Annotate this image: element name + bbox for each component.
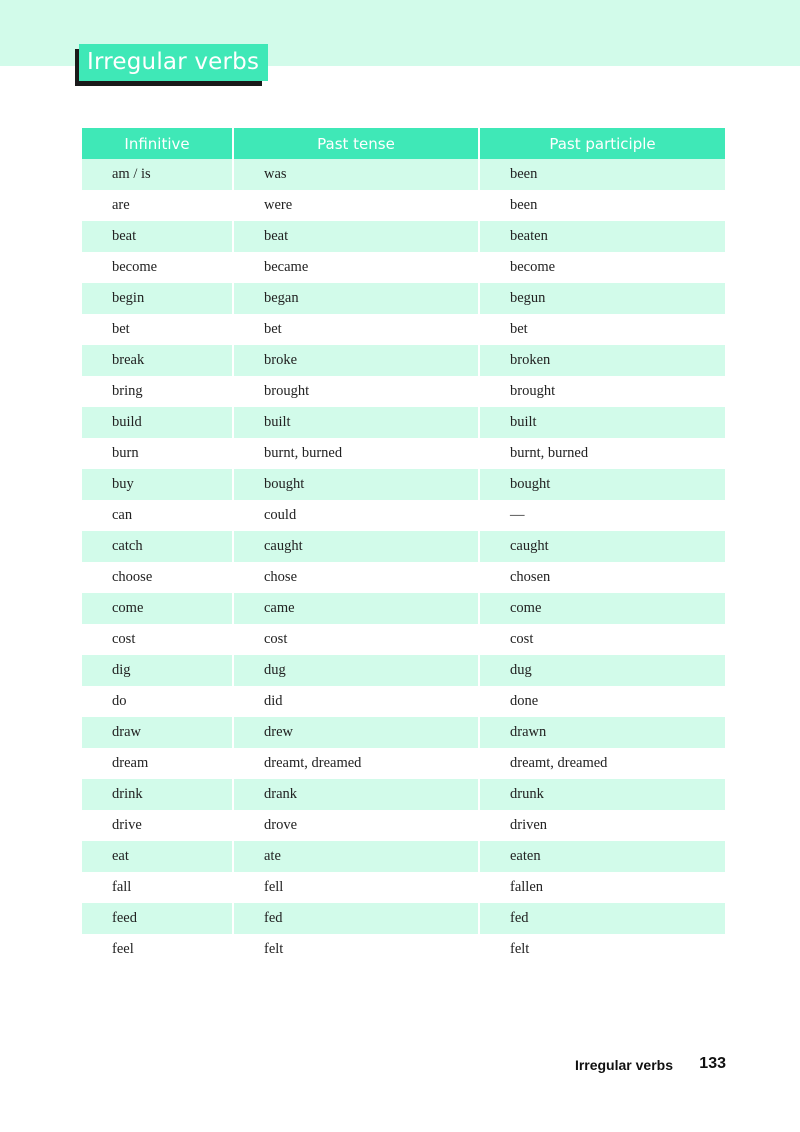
past-participle-cell: dreamt, dreamed [479, 748, 725, 779]
table-row [82, 562, 725, 593]
past-tense-cell: burnt, burned [233, 438, 479, 469]
past-tense-cell: began [233, 283, 479, 314]
past-tense-cell: was [233, 159, 479, 190]
past-participle-cell: begun [479, 283, 725, 314]
infinitive-cell: come [82, 593, 233, 624]
past-participle-cell: chosen [479, 562, 725, 593]
past-tense-cell: broke [233, 345, 479, 376]
infinitive-cell: bring [112, 383, 143, 399]
table-row [82, 717, 725, 748]
table-row [82, 159, 725, 190]
past-tense-cell: felt [233, 934, 479, 965]
past-participle-cell: driven [479, 810, 725, 841]
table-row [82, 531, 725, 562]
past-tense-cell: were [233, 190, 479, 221]
infinitive-cell: burn [112, 445, 139, 461]
past-tense-cell: did [233, 686, 479, 717]
table-row [82, 500, 725, 531]
infinitive-cell: drive [112, 817, 142, 833]
past-participle-cell: fallen [479, 872, 725, 903]
past-tense-cell: became [233, 252, 479, 283]
past-participle-cell: beaten [479, 221, 725, 252]
past-tense-cell: could [233, 500, 479, 531]
past-tense-cell: fell [233, 872, 479, 903]
infinitive-cell: am / is [82, 159, 233, 190]
table-row [82, 748, 725, 779]
table-row [82, 469, 725, 500]
column-header-infinitive: Infinitive [82, 128, 233, 159]
page-number: 133 [699, 1055, 726, 1072]
infinitive-cell: break [82, 345, 233, 376]
table-row [82, 314, 725, 345]
infinitive-cell: begin [82, 283, 233, 314]
past-tense-cell: dreamt, dreamed [233, 748, 479, 779]
infinitive-cell: become [112, 259, 158, 275]
infinitive-cell: feel [112, 941, 134, 957]
past-participle-cell: burnt, burned [479, 438, 725, 469]
past-tense-cell: beat [233, 221, 479, 252]
infinitive-cell: draw [82, 717, 233, 748]
table-header-row [82, 128, 725, 159]
table-row [82, 903, 725, 934]
table-row [82, 438, 725, 469]
past-tense-cell: cost [233, 624, 479, 655]
infinitive-cell: dream [112, 755, 149, 771]
past-tense-cell: chose [233, 562, 479, 593]
table-row [82, 686, 725, 717]
past-participle-cell: fed [479, 903, 725, 934]
infinitive-cell: fall [112, 879, 132, 895]
past-participle-cell: bought [479, 469, 725, 500]
past-participle-cell: drawn [479, 717, 725, 748]
past-participle-cell: brought [479, 376, 725, 407]
past-participle-cell: been [479, 190, 725, 221]
past-participle-cell: caught [479, 531, 725, 562]
table-row [82, 934, 725, 965]
infinitive-cell: bet [112, 321, 130, 337]
table-row [82, 376, 725, 407]
irregular-verbs-table [82, 128, 725, 965]
past-participle-cell: bet [479, 314, 725, 345]
past-tense-cell: drank [233, 779, 479, 810]
past-tense-cell: drove [233, 810, 479, 841]
table-row [82, 407, 725, 438]
past-tense-cell: brought [233, 376, 479, 407]
past-tense-cell: fed [233, 903, 479, 934]
table-row [82, 252, 725, 283]
table-row [82, 190, 725, 221]
past-tense-cell: drew [233, 717, 479, 748]
past-participle-cell: cost [479, 624, 725, 655]
infinitive-cell: drink [82, 779, 233, 810]
column-header-past-tense: Past tense [233, 128, 479, 159]
infinitive-cell: feed [82, 903, 233, 934]
infinitive-cell: can [112, 507, 133, 523]
column-header-past-participle: Past participle [479, 128, 725, 159]
infinitive-cell: beat [82, 221, 233, 252]
infinitive-cell: build [82, 407, 233, 438]
past-tense-cell: came [233, 593, 479, 624]
past-tense-cell: built [233, 407, 479, 438]
table-row [82, 345, 725, 376]
table-row [82, 779, 725, 810]
table-row [82, 810, 725, 841]
table-row [82, 841, 725, 872]
past-participle-cell: come [479, 593, 725, 624]
infinitive-cell: buy [82, 469, 233, 500]
infinitive-cell: are [112, 197, 130, 213]
table-row [82, 221, 725, 252]
past-participle-cell: — [479, 500, 725, 531]
past-participle-cell: done [479, 686, 725, 717]
past-tense-cell: dug [233, 655, 479, 686]
past-participle-cell: drunk [479, 779, 725, 810]
past-participle-cell: eaten [479, 841, 725, 872]
table-row [82, 283, 725, 314]
table-row [82, 624, 725, 655]
past-tense-cell: ate [233, 841, 479, 872]
past-participle-cell: built [479, 407, 725, 438]
past-participle-cell: broken [479, 345, 725, 376]
table-body [82, 159, 725, 965]
past-tense-cell: caught [233, 531, 479, 562]
infinitive-cell: eat [82, 841, 233, 872]
table-row [82, 655, 725, 686]
infinitive-cell: choose [112, 569, 153, 585]
infinitive-cell: do [112, 693, 127, 709]
infinitive-cell: dig [82, 655, 233, 686]
past-participle-cell: been [479, 159, 725, 190]
past-tense-cell: bet [233, 314, 479, 345]
footer-section-label: Irregular verbs [574, 1057, 673, 1073]
past-participle-cell: become [479, 252, 725, 283]
past-participle-cell: felt [479, 934, 725, 965]
infinitive-cell: cost [112, 631, 136, 647]
page-title: Irregular verbs [79, 44, 268, 81]
infinitive-cell: catch [82, 531, 233, 562]
table-row [82, 593, 725, 624]
past-tense-cell: bought [233, 469, 479, 500]
table-row [82, 872, 725, 903]
past-participle-cell: dug [479, 655, 725, 686]
